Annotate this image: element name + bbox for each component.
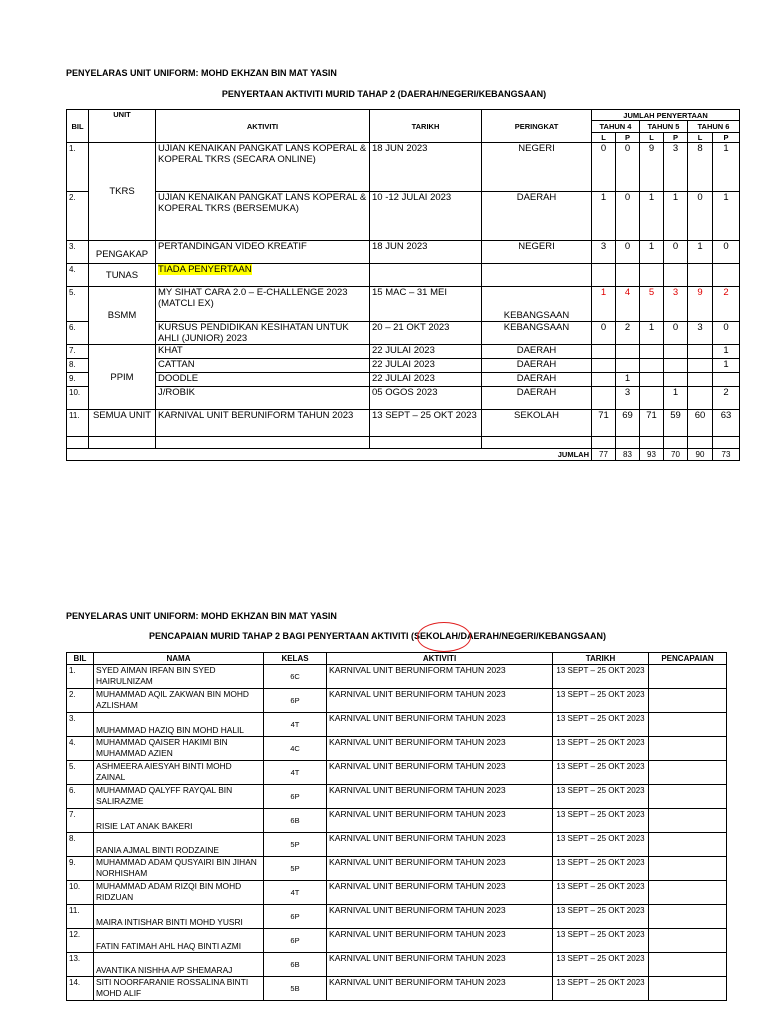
student-name: MUHAMMAD QALYFF RAYQAL BIN SALIRAZME [94, 785, 264, 809]
cell-value: 69 [616, 410, 640, 437]
cell-value: 71 [640, 410, 664, 437]
row-peringkat: KEBANGSAAN [482, 322, 592, 345]
row-aktiviti: KURSUS PENDIDIKAN KESIHATAN UNTUK AHLI (JUNIOR) 2023 [156, 322, 370, 345]
cell-value [664, 345, 688, 359]
row-tarikh: 13 SEPT – 25 OKT 2023 [553, 857, 649, 881]
row-bil: 3. [67, 241, 89, 264]
header-l: L [688, 133, 713, 143]
row-bil: 7. [67, 809, 94, 833]
cell-value: 1 [664, 192, 688, 241]
student-name: FATIN FATIMAH AHL HAQ BINTI AZMI [94, 929, 264, 953]
cell-value: 59 [664, 410, 688, 437]
student-class: 6B [264, 953, 327, 977]
cell-value: 1 [664, 387, 688, 410]
row-peringkat: DAERAH [482, 359, 592, 373]
header-jumlah-penyertaan: JUMLAH PENYERTAAN [592, 110, 740, 121]
table-row [67, 713, 727, 737]
header-nama: NAMA [94, 653, 264, 665]
header-bil: BIL [67, 653, 94, 665]
table-row [67, 264, 740, 287]
row-bil: 4. [67, 737, 94, 761]
student-name: RISIE LAT ANAK BAKERI [94, 809, 264, 833]
total-value: 83 [616, 449, 640, 461]
student-class: 6P [264, 929, 327, 953]
cell-value [640, 359, 664, 373]
table-row [67, 953, 727, 977]
cell-value: 1 [713, 143, 740, 192]
row-bil: 4. [67, 264, 89, 287]
row-pencapaian [649, 929, 727, 953]
row-tarikh: 13 SEPT – 25 OKT 2023 [553, 833, 649, 857]
row-pencapaian [649, 881, 727, 905]
unit-pengakap: PENGAKAP [89, 241, 156, 264]
row-tarikh: 05 OGOS 2023 [370, 387, 482, 410]
cell-value: 3 [664, 143, 688, 192]
table-row [67, 833, 727, 857]
cell-value [592, 373, 616, 387]
cell-value: 1 [713, 192, 740, 241]
cell-value [664, 373, 688, 387]
no-participation-highlight: TIADA PENYERTAAN [158, 264, 252, 275]
table-row [67, 689, 727, 713]
header-peringkat: PERINGKAT [482, 110, 592, 143]
row-bil: 8. [67, 833, 94, 857]
row-bil: 8. [67, 359, 89, 373]
row-tarikh: 15 MAC – 31 MEI [370, 287, 482, 322]
row-bil: 12. [67, 929, 94, 953]
achievement-table [66, 652, 727, 1001]
header-p: P [713, 133, 740, 143]
row-aktiviti: KARNIVAL UNIT BERUNIFORM TAHUN 2023 [327, 713, 553, 737]
cell-value [616, 345, 640, 359]
row-peringkat: DAERAH [482, 373, 592, 387]
table-row [67, 437, 740, 449]
cell-value: 0 [616, 143, 640, 192]
row-tarikh: 13 SEPT – 25 OKT 2023 [370, 410, 482, 437]
row-bil: 10. [67, 881, 94, 905]
row-aktiviti: KARNIVAL UNIT BERUNIFORM TAHUN 2023 [327, 809, 553, 833]
cell-value [713, 264, 740, 287]
header-aktiviti: AKTIVITI [156, 110, 370, 143]
cell-value [688, 359, 713, 373]
row-aktiviti: KARNIVAL UNIT BERUNIFORM TAHUN 2023 [327, 929, 553, 953]
table-row [67, 345, 740, 359]
row-aktiviti: PERTANDINGAN VIDEO KREATIF [156, 241, 370, 264]
cell-value [640, 387, 664, 410]
cell-value: 3 [592, 241, 616, 264]
section2-coordinator: PENYELARAS UNIT UNIFORM: MOHD EKHZAN BIN MAT YASIN [66, 611, 337, 621]
table-row [67, 241, 740, 264]
row-aktiviti: MY SIHAT CARA 2.0 – E-CHALLENGE 2023 (MATCLI EX) [156, 287, 370, 322]
cell-value [640, 373, 664, 387]
total-value: 70 [664, 449, 688, 461]
row-bil: 1. [67, 143, 89, 192]
row-tarikh: 13 SEPT – 25 OKT 2023 [553, 809, 649, 833]
row-aktiviti: UJIAN KENAIKAN PANGKAT LANS KOPERAL & KOPERAL TKRS (SECARA ONLINE) [156, 143, 370, 192]
table-row [67, 143, 740, 192]
row-aktiviti: KARNIVAL UNIT BERUNIFORM TAHUN 2023 [327, 785, 553, 809]
table-row [67, 809, 727, 833]
student-class: 6P [264, 689, 327, 713]
cell-value [640, 264, 664, 287]
row-pencapaian [649, 713, 727, 737]
header-l: L [592, 133, 616, 143]
total-value: 90 [688, 449, 713, 461]
unit-tkrs: TKRS [89, 143, 156, 241]
cell-value: 3 [664, 287, 688, 322]
table-row [67, 373, 740, 387]
section2-title: PENCAPAIAN MURID TAHAP 2 BAGI PENYERTAAN AKTIVITI (SEKOLAH/DAERAH/NEGERI/KEBANGSAAN) [149, 631, 607, 641]
table-row [67, 977, 727, 1001]
row-bil: 5. [67, 287, 89, 322]
row-tarikh: 13 SEPT – 25 OKT 2023 [553, 905, 649, 929]
total-value: 93 [640, 449, 664, 461]
table-row [67, 322, 740, 345]
row-tarikh: 13 SEPT – 25 OKT 2023 [553, 713, 649, 737]
header-tahun5: TAHUN 5 [640, 121, 688, 133]
row-bil: 6. [67, 322, 89, 345]
row-tarikh: 18 JUN 2023 [370, 143, 482, 192]
row-bil: 9. [67, 857, 94, 881]
cell-value: 1 [713, 345, 740, 359]
cell-value: 0 [616, 192, 640, 241]
cell-value: 0 [664, 322, 688, 345]
student-class: 4T [264, 881, 327, 905]
student-name: AVANTIKA NISHHA A/P SHEMARAJ [94, 953, 264, 977]
student-name: MUHAMMAD ADAM QUSYAIRI BIN JIHAN NORHISHAM [94, 857, 264, 881]
row-aktiviti [156, 264, 370, 287]
row-aktiviti: KARNIVAL UNIT BERUNIFORM TAHUN 2023 [327, 857, 553, 881]
row-bil: 9. [67, 373, 89, 387]
row-bil: 3. [67, 713, 94, 737]
row-tarikh [370, 264, 482, 287]
student-class: 6B [264, 809, 327, 833]
cell-value: 9 [640, 143, 664, 192]
row-tarikh: 13 SEPT – 25 OKT 2023 [553, 665, 649, 689]
student-class: 4T [264, 761, 327, 785]
row-tarikh: 13 SEPT – 25 OKT 2023 [553, 977, 649, 1001]
header-tarikh: TARIKH [370, 110, 482, 143]
cell-value: 1 [592, 192, 616, 241]
table-row [67, 929, 727, 953]
table-row [67, 410, 740, 437]
row-bil: 5. [67, 761, 94, 785]
cell-value: 1 [616, 373, 640, 387]
row-peringkat: KEBANGSAAN [482, 287, 592, 322]
row-tarikh: 13 SEPT – 25 OKT 2023 [553, 689, 649, 713]
cell-value: 0 [713, 241, 740, 264]
table-row [67, 785, 727, 809]
student-class: 4C [264, 737, 327, 761]
cell-value: 1 [640, 192, 664, 241]
cell-value [688, 264, 713, 287]
cell-value: 1 [640, 322, 664, 345]
row-tarikh: 20 – 21 OKT 2023 [370, 322, 482, 345]
row-bil: 6. [67, 785, 94, 809]
cell-value [616, 264, 640, 287]
unit-ppim: PPIM [89, 345, 156, 410]
row-tarikh: 13 SEPT – 25 OKT 2023 [553, 737, 649, 761]
section1-title: PENYERTAAN AKTIVITI MURID TAHAP 2 (DAERAH/NEGERI/KEBANGSAAN) [221, 89, 547, 99]
header-tarikh: TARIKH [553, 653, 649, 665]
table-row [67, 737, 727, 761]
cell-value [592, 359, 616, 373]
row-aktiviti: KARNIVAL UNIT BERUNIFORM TAHUN 2023 [327, 953, 553, 977]
row-pencapaian [649, 953, 727, 977]
student-class: 6P [264, 905, 327, 929]
student-name: MUHAMMAD AQIL ZAKWAN BIN MOHD AZLISHAM [94, 689, 264, 713]
row-pencapaian [649, 665, 727, 689]
table-row [67, 857, 727, 881]
student-name: MUHAMMAD QAISER HAKIMI BIN MUHAMMAD AZIEN [94, 737, 264, 761]
student-name: MUHAMMAD HAZIQ BIN MOHD HALIL [94, 713, 264, 737]
row-peringkat: DAERAH [482, 387, 592, 410]
row-aktiviti: KHAT [156, 345, 370, 359]
row-bil: 11. [67, 905, 94, 929]
row-aktiviti: KARNIVAL UNIT BERUNIFORM TAHUN 2023 [156, 410, 370, 437]
row-pencapaian [649, 977, 727, 1001]
row-aktiviti: CATTAN [156, 359, 370, 373]
section1-coordinator: PENYELARAS UNIT UNIFORM: MOHD EKHZAN BIN MAT YASIN [66, 68, 337, 78]
cell-value [640, 345, 664, 359]
row-aktiviti: KARNIVAL UNIT BERUNIFORM TAHUN 2023 [327, 665, 553, 689]
row-tarikh: 18 JUN 2023 [370, 241, 482, 264]
cell-value: 60 [688, 410, 713, 437]
cell-value [688, 387, 713, 410]
unit-tunas: TUNAS [89, 264, 156, 287]
cell-value: 0 [592, 143, 616, 192]
row-tarikh: 10 -12 JULAI 2023 [370, 192, 482, 241]
row-pencapaian [649, 761, 727, 785]
row-tarikh: 22 JULAI 2023 [370, 359, 482, 373]
total-value: 77 [592, 449, 616, 461]
row-aktiviti: DOODLE [156, 373, 370, 387]
header-kelas: KELAS [264, 653, 327, 665]
student-name: MUHAMMAD ADAM RIZQI BIN MOHD RIDZUAN [94, 881, 264, 905]
row-pencapaian [649, 689, 727, 713]
row-tarikh: 13 SEPT – 25 OKT 2023 [553, 953, 649, 977]
row-pencapaian [649, 905, 727, 929]
row-pencapaian [649, 785, 727, 809]
table-row [67, 359, 740, 373]
cell-value [616, 359, 640, 373]
cell-value: 0 [688, 192, 713, 241]
cell-value: 0 [664, 241, 688, 264]
row-pencapaian [649, 833, 727, 857]
student-class: 6C [264, 665, 327, 689]
cell-value: 0 [616, 241, 640, 264]
header-p: P [616, 133, 640, 143]
row-aktiviti: KARNIVAL UNIT BERUNIFORM TAHUN 2023 [327, 737, 553, 761]
cell-value: 8 [688, 143, 713, 192]
table-row [67, 287, 740, 322]
row-aktiviti: KARNIVAL UNIT BERUNIFORM TAHUN 2023 [327, 977, 553, 1001]
row-tarikh: 13 SEPT – 25 OKT 2023 [553, 785, 649, 809]
header-p: P [664, 133, 688, 143]
cell-value [592, 345, 616, 359]
student-name: SYED AIMAN IRFAN BIN SYED HAIRULNIZAM [94, 665, 264, 689]
student-name: RANIA AJMAL BINTI RODZAINE [94, 833, 264, 857]
red-annotation-circle [417, 622, 471, 652]
cell-value: 3 [616, 387, 640, 410]
row-bil: 14. [67, 977, 94, 1001]
table-row [67, 761, 727, 785]
row-bil: 2. [67, 689, 94, 713]
row-aktiviti: KARNIVAL UNIT BERUNIFORM TAHUN 2023 [327, 881, 553, 905]
total-row [67, 449, 740, 461]
cell-value [688, 345, 713, 359]
unit-bsmm: BSMM [89, 287, 156, 345]
cell-value: 2 [713, 387, 740, 410]
row-pencapaian [649, 737, 727, 761]
student-class: 6P [264, 785, 327, 809]
cell-value: 2 [616, 322, 640, 345]
row-peringkat: SEKOLAH [482, 410, 592, 437]
row-peringkat: NEGERI [482, 143, 592, 192]
table-row [67, 881, 727, 905]
row-peringkat: DAERAH [482, 192, 592, 241]
header-tahun4: TAHUN 4 [592, 121, 640, 133]
cell-value: 0 [713, 322, 740, 345]
row-tarikh: 13 SEPT – 25 OKT 2023 [553, 929, 649, 953]
student-class: 5P [264, 833, 327, 857]
row-pencapaian [649, 857, 727, 881]
cell-value [592, 387, 616, 410]
row-peringkat: DAERAH [482, 345, 592, 359]
cell-value [664, 359, 688, 373]
header-aktiviti: AKTIVITI [327, 653, 553, 665]
header-bil: BIL [67, 110, 89, 143]
row-aktiviti: KARNIVAL UNIT BERUNIFORM TAHUN 2023 [327, 905, 553, 929]
cell-value [688, 373, 713, 387]
cell-value: 0 [592, 322, 616, 345]
row-aktiviti: J/ROBIK [156, 387, 370, 410]
row-bil: 1. [67, 665, 94, 689]
jumlah-label: JUMLAH [67, 449, 592, 461]
row-peringkat: NEGERI [482, 241, 592, 264]
row-aktiviti: KARNIVAL UNIT BERUNIFORM TAHUN 2023 [327, 689, 553, 713]
row-bil: 2. [67, 192, 89, 241]
row-aktiviti: KARNIVAL UNIT BERUNIFORM TAHUN 2023 [327, 761, 553, 785]
cell-value: 3 [688, 322, 713, 345]
row-bil: 11. [67, 410, 89, 437]
participation-table [66, 109, 740, 461]
student-class: 5B [264, 977, 327, 1001]
row-pencapaian [649, 809, 727, 833]
cell-value: 9 [688, 287, 713, 322]
table-row [67, 387, 740, 410]
row-peringkat [482, 264, 592, 287]
student-name: SITI NOORFARANIE ROSSALINA BINTI MOHD ALIF [94, 977, 264, 1001]
row-bil: 7. [67, 345, 89, 359]
student-class: 5P [264, 857, 327, 881]
cell-value: 4 [616, 287, 640, 322]
cell-value: 1 [688, 241, 713, 264]
row-aktiviti: UJIAN KENAIKAN PANGKAT LANS KOPERAL & KOPERAL TKRS (BERSEMUKA) [156, 192, 370, 241]
row-tarikh: 13 SEPT – 25 OKT 2023 [553, 761, 649, 785]
table-row [67, 905, 727, 929]
row-bil: 13. [67, 953, 94, 977]
cell-value: 71 [592, 410, 616, 437]
cell-value: 5 [640, 287, 664, 322]
row-tarikh: 13 SEPT – 25 OKT 2023 [553, 881, 649, 905]
cell-value: 2 [713, 287, 740, 322]
header-unit: UNIT [89, 110, 156, 143]
header-pencapaian: PENCAPAIAN [649, 653, 727, 665]
row-aktiviti: KARNIVAL UNIT BERUNIFORM TAHUN 2023 [327, 833, 553, 857]
table-row [67, 192, 740, 241]
row-tarikh: 22 JULAI 2023 [370, 373, 482, 387]
cell-value [592, 264, 616, 287]
header-tahun6: TAHUN 6 [688, 121, 740, 133]
cell-value [664, 264, 688, 287]
student-name: ASHMEERA AIESYAH BINTI MOHD ZAINAL [94, 761, 264, 785]
row-tarikh: 22 JULAI 2023 [370, 345, 482, 359]
cell-value: 1 [640, 241, 664, 264]
total-value: 73 [713, 449, 740, 461]
unit-semua: SEMUA UNIT [89, 410, 156, 437]
student-name: MAIRA INTISHAR BINTI MOHD YUSRI [94, 905, 264, 929]
table-row [67, 665, 727, 689]
cell-value: 63 [713, 410, 740, 437]
student-class: 4T [264, 713, 327, 737]
header-l: L [640, 133, 664, 143]
cell-value [713, 373, 740, 387]
cell-value: 1 [592, 287, 616, 322]
row-bil: 10. [67, 387, 89, 410]
cell-value: 1 [713, 359, 740, 373]
